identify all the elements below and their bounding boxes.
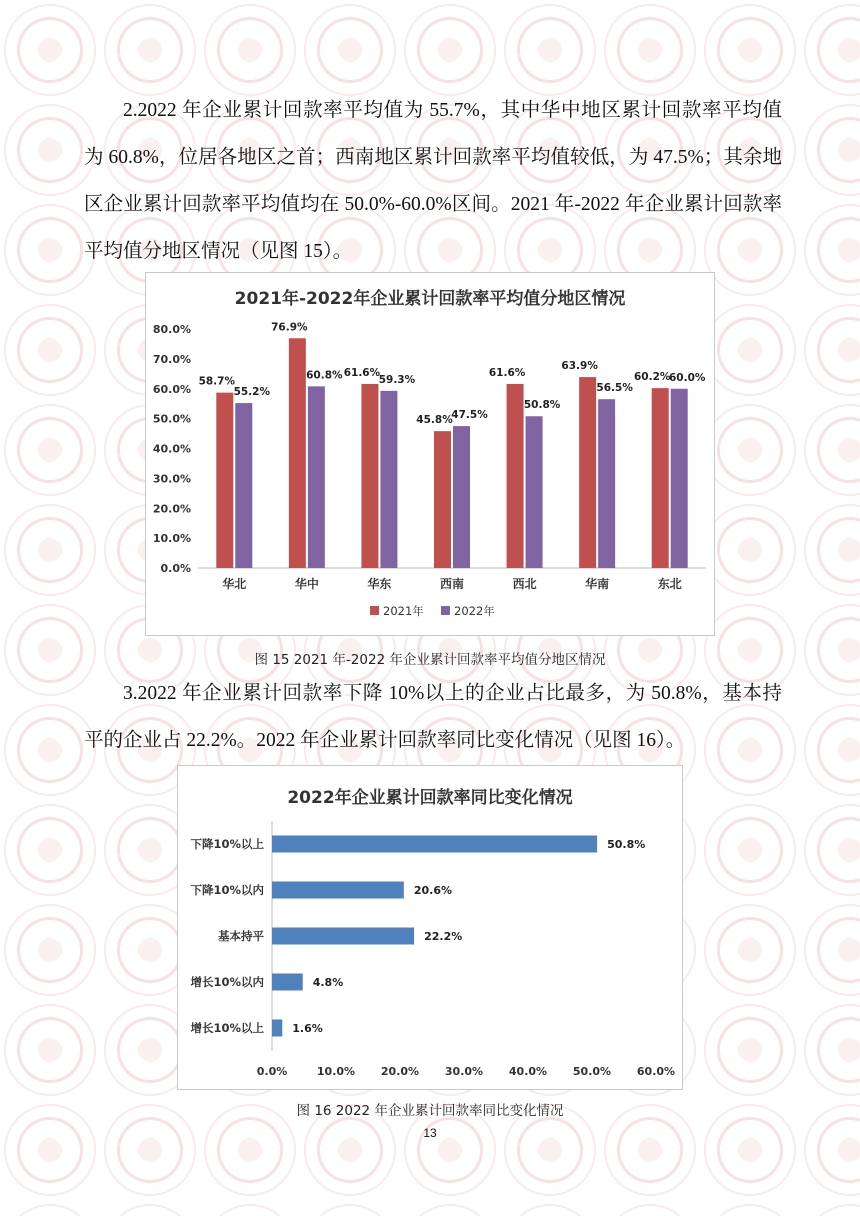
y-tick-label: 40.0% — [152, 442, 191, 456]
y-tick-label: 80.0% — [152, 323, 191, 336]
y-tick-label: 50.0% — [152, 412, 191, 426]
x-tick-label: 华中 — [294, 577, 319, 591]
y-tick-label: 下降10%以上 — [190, 837, 264, 851]
data-label: 58.7% — [198, 375, 236, 388]
bar-2022年-华北 — [235, 403, 252, 568]
y-tick-label: 10.0% — [152, 532, 191, 546]
bar-下降10%以上 — [272, 836, 597, 853]
y-tick-label: 基本持平 — [218, 929, 264, 943]
bar-基本持平 — [272, 928, 414, 945]
legend-label: 2021年 — [383, 604, 424, 618]
chart-title: 2021年-2022年企业累计回款率平均值分地区情况 — [234, 289, 626, 309]
x-tick-label: 50.0% — [572, 1065, 612, 1078]
bar-2022年-西北 — [526, 416, 543, 568]
x-tick-label: 0.0% — [256, 1065, 288, 1078]
data-label: 60.8% — [306, 369, 343, 382]
bar-2022年-华南 — [598, 399, 615, 568]
data-label: 59.3% — [378, 373, 416, 386]
y-tick-label: 增长10%以内 — [190, 975, 264, 989]
bar-2021年-华南 — [579, 377, 596, 568]
data-label: 47.5% — [451, 409, 488, 422]
paragraph-yoy-change: 3.2022 年企业累计回款率下降 10%以上的企业占比最多，为 50.8%，基本持平的企业占 22.2%。2022 年企业累计回款率同比变化情况（见图 16）。 — [84, 683, 782, 751]
data-label: 4.8% — [312, 976, 344, 989]
data-label: 55.2% — [233, 386, 271, 399]
data-label: 22.2% — [424, 930, 463, 943]
bar-2022年-东北 — [671, 389, 688, 568]
y-tick-label: 30.0% — [152, 472, 191, 486]
data-label: 45.8% — [416, 414, 453, 427]
data-label: 50.8% — [607, 838, 646, 851]
x-tick-label: 60.0% — [636, 1065, 676, 1078]
data-label: 56.5% — [596, 382, 633, 395]
x-tick-label: 西北 — [512, 577, 537, 591]
y-tick-label: 20.0% — [152, 502, 191, 516]
bar-2022年-华东 — [380, 391, 397, 568]
bar-2021年-西北 — [507, 384, 524, 568]
bar-增长10%以内 — [272, 974, 303, 991]
data-label: 63.9% — [561, 360, 598, 373]
legend-label: 2022年 — [454, 604, 495, 618]
figure-15-caption: 图 15 2021 年-2022 年企业累计回款率平均值分地区情况 — [254, 652, 606, 668]
figure-16-chart — [177, 765, 683, 1090]
page-number: 13 — [423, 1126, 437, 1140]
data-label: 60.2% — [633, 371, 671, 384]
y-tick-label: 下降10%以内 — [190, 883, 264, 897]
regional-bar-chart — [146, 273, 714, 635]
figure-15-chart — [145, 272, 715, 636]
bar-下降10%以内 — [272, 882, 404, 899]
data-label: 61.6% — [343, 366, 381, 379]
x-tick-label: 20.0% — [380, 1065, 420, 1078]
x-tick-label: 华北 — [222, 577, 247, 591]
bar-2021年-东北 — [652, 388, 669, 568]
y-tick-label: 70.0% — [152, 352, 191, 366]
y-tick-label: 增长10%以上 — [190, 1021, 264, 1035]
x-tick-label: 40.0% — [508, 1065, 548, 1078]
yoy-change-bar-chart — [178, 766, 682, 1089]
bar-增长10%以上 — [272, 1020, 282, 1037]
bar-2021年-华中 — [289, 338, 306, 568]
bar-2022年-西南 — [453, 426, 470, 568]
y-tick-label: 60.0% — [152, 382, 191, 396]
x-tick-label: 华东 — [367, 577, 392, 591]
x-tick-label: 东北 — [657, 577, 682, 591]
data-label: 60.0% — [668, 371, 706, 384]
bar-2021年-华北 — [216, 393, 233, 568]
y-tick-label: 0.0% — [160, 562, 191, 575]
x-tick-label: 10.0% — [316, 1065, 356, 1078]
data-label: 76.9% — [271, 321, 308, 334]
bar-2022年-华中 — [308, 386, 325, 568]
legend-swatch-2022年 — [441, 606, 450, 615]
chart-title: 2022年企业累计回款率同比变化情况 — [287, 788, 573, 808]
paragraph-regional-recovery: 2.2022 年企业累计回款率平均值为 55.7%，其中华中地区累计回款率平均值为 60.8%，位居各地区之首；西南地区累计回款率平均值较低，为 47.5%；其余地区企业累计回款率平均值均在 50.0%-60.0%区间。2021 年-2022 年企业累计回款率平均值分地区情况（见图 15）。 — [84, 100, 782, 262]
data-label: 50.8% — [523, 399, 561, 412]
figure-16-caption: 图 16 2022 年企业累计回款率同比变化情况 — [296, 1103, 564, 1119]
x-tick-label: 30.0% — [444, 1065, 484, 1078]
x-tick-label: 西南 — [439, 577, 465, 591]
bar-2021年-华东 — [361, 384, 378, 568]
data-label: 61.6% — [488, 366, 526, 379]
data-label: 20.6% — [413, 884, 453, 897]
data-label: 1.6% — [292, 1022, 323, 1035]
bar-2021年-西南 — [434, 431, 451, 568]
x-tick-label: 华南 — [585, 577, 610, 591]
legend-swatch-2021年 — [370, 606, 379, 615]
